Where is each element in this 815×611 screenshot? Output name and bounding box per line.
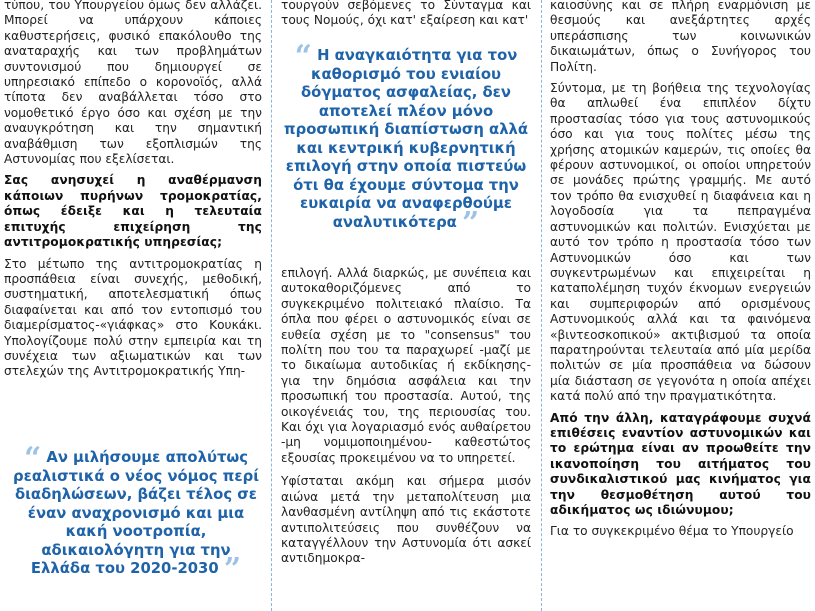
open-quote-mark: “: [294, 39, 312, 74]
column-left: [4, 0, 262, 611]
column-right: [550, 0, 811, 611]
pull-quote: [12, 441, 260, 587]
pull-quote-text: Αν μιλήσουμε απολύτως ρεαλιστικά ο νέος νόμος περί διαδηλώσεων, βάζει τέλος σε έναν αναχρονισμό και μια κακή νοοτροπία, αδικαιολόγητη για την Ελλάδα του 2020-2030: [13, 449, 259, 577]
close-quote-mark: ”: [461, 205, 480, 241]
body-paragraph: καιοσύνης και σε πλήρη εναρμόνιση με θεσμούς και ανεξάρτητες αρχές υπεράσπισης των κοινωνικών δικαιωμάτων, όπως ο Συνήγορος του Πολίτη.: [550, 0, 811, 74]
interview-question: Από την άλλη, καταγράφουμε συχνά επιθέσεις εναντίον αστυνομικών και το ερώτημα είναι αν προωθείτε την ικανοποίηση του αιτήματος του συνδικαλιστικού μας κινήματος για την θεσμοθέτηση αυτού του αδικήματος ως ιδιώνυμου;: [550, 410, 811, 517]
pull-quote: [281, 39, 531, 241]
body-paragraph: Σύντομα, με τη βοήθεια της τεχνολογίας θα απλωθεί ένα επιπλέον δίχτυ προστασίας τόσο για τους αστυνομικούς όσο και για τους πολίτες μέσω της χρήσης ατομικών καμερών, τις οποίες θα φέρουν αστυνομικοί, οι οποίοι υπηρετούν σε μονάδες πρώτης γραμμής. Με αυτό τον τρόπο θα ενισχυθεί η διαφάνεια και η λογοδοσία για τα πεπραγμένα αστυνομικών και πολιτών. Ενισχύεται με αυτό τον τρόπο η προστασία τόσο των Αστυνομικών όσο και των συγκεντρωμένων και επιχειρείται η καταπολέμηση τυχόν έκνομων ενεργειών και συμπεριφορών από ορισμένους Αστυνομικούς αλλά και τα φαινόμενα «βιντεοσκοπικού» ακτιβισμού τα οποία παρατηρούνται τελευταία από μία μερίδα πολιτών σε μία προσπάθεια να δώσουν μία διάσταση σε γεγονότα η οποία απέχει κατά πολύ από την πραγματικότητα.: [550, 81, 811, 404]
interview-question: Σας ανησυχεί η αναθέρμανση κάποιων πυρήνων τρομοκρατίας, όπως έδειξε και η τελευταία επιτυχής επιχείρηση της αντιτρομοκρατικής υπηρεσίας;: [4, 173, 262, 250]
column-middle: [281, 0, 531, 611]
body-paragraph: Υφίσταται ακόμη και σήμερα μισόν αιώνα μετά την μεταπολίτευση μια λανθασμένη αντίληψη από τις εκάστοτε αντιπολιτεύσεις που συνθέζουν να καταγγέλλουν την Αστυνομία ότι ασκεί αντιδημοκρα-: [281, 474, 531, 566]
column-divider-right: [541, 0, 542, 611]
column-divider-left: [271, 0, 272, 611]
body-paragraph: επιλογή. Αλλά διαρκώς, με συνέπεια και αυτοκαθοριζόμενες από το συγκεκριμένο πολιτειακό πλαίσιο. Τα όπλα που φέρει ο αστυνομικός είναι σε ευθεία σχέση με το "consensus" του πολίτη που του τα παραχωρεί -μαζί με το δικαίωμα αυτοδικίας ή εκδίκησης- για την δημόσια ασφάλεια και την προσωπική του προστασία. Αυτού, της οικογένειάς του, της περιουσίας του. Και όχι για λογαριασμό ενός αυθαίρετου -μη νομιμοποιημένου- καθεστώτος εξουσίας προκειμένου να το υπηρετεί.: [281, 266, 531, 465]
pull-quote-text: Η αναγκαιότητα για τον καθορισμό του ενιαίου δόγματος ασφαλείας, δεν αποτελεί πλέον μόνο προσωπική διαπίστωση αλλά και κεντρική κυβερνητική επιλογή στην οποία πιστεύω ότι θα έχουμε σύντομα την ευκαιρία να αναφερθούμε αναλυτικότερα: [283, 47, 529, 231]
close-quote-mark: ”: [223, 552, 242, 587]
open-quote-mark: “: [23, 441, 42, 476]
body-paragraph: Στο μέτωπο της αντιτρομοκρατίας η προσπάθεια είναι συνεχής, μεθοδική, συστηματική, αποτελεσματική όπως διαφαίνεται και από τον εντοπισμό του διαμερίσματος-«γιάφκας» στο Κουκάκι. Υπολογίζουμε πολύ στην εμπειρία και τη συνέχεια των αξιωματικών και των στελεχών της Αντιτρομοκρατικής Υπη-: [4, 256, 262, 379]
body-paragraph: τύπου, του Υπουργείου όμως δεν αλλάζει. Μπορεί να υπάρχουν κάποιες καθυστερήσεις, φυσικό επακόλουθο της αναταραχής και των προβλημάτων συντονισμού που δημιουργεί σε υπηρεσιακό επίπεδο ο κορονοϊός, αλλά τίποτα δεν αναβάλλεται τόσο στο νομοθετικό έργο όσο και σχέση με την αναυγκρότηση και την σημαντική αναβάθμιση των εξοπλισμών της Αστυνομίας που εξελίσεται.: [4, 0, 262, 167]
body-paragraph: τουργούν σεβόμενες το Σύνταγμα και τους Νομούς, όχι κατ' εξαίρεση και κατ': [281, 0, 531, 28]
body-paragraph: Για το συγκεκριμένο θέμα το Υπουργείο: [550, 524, 794, 539]
